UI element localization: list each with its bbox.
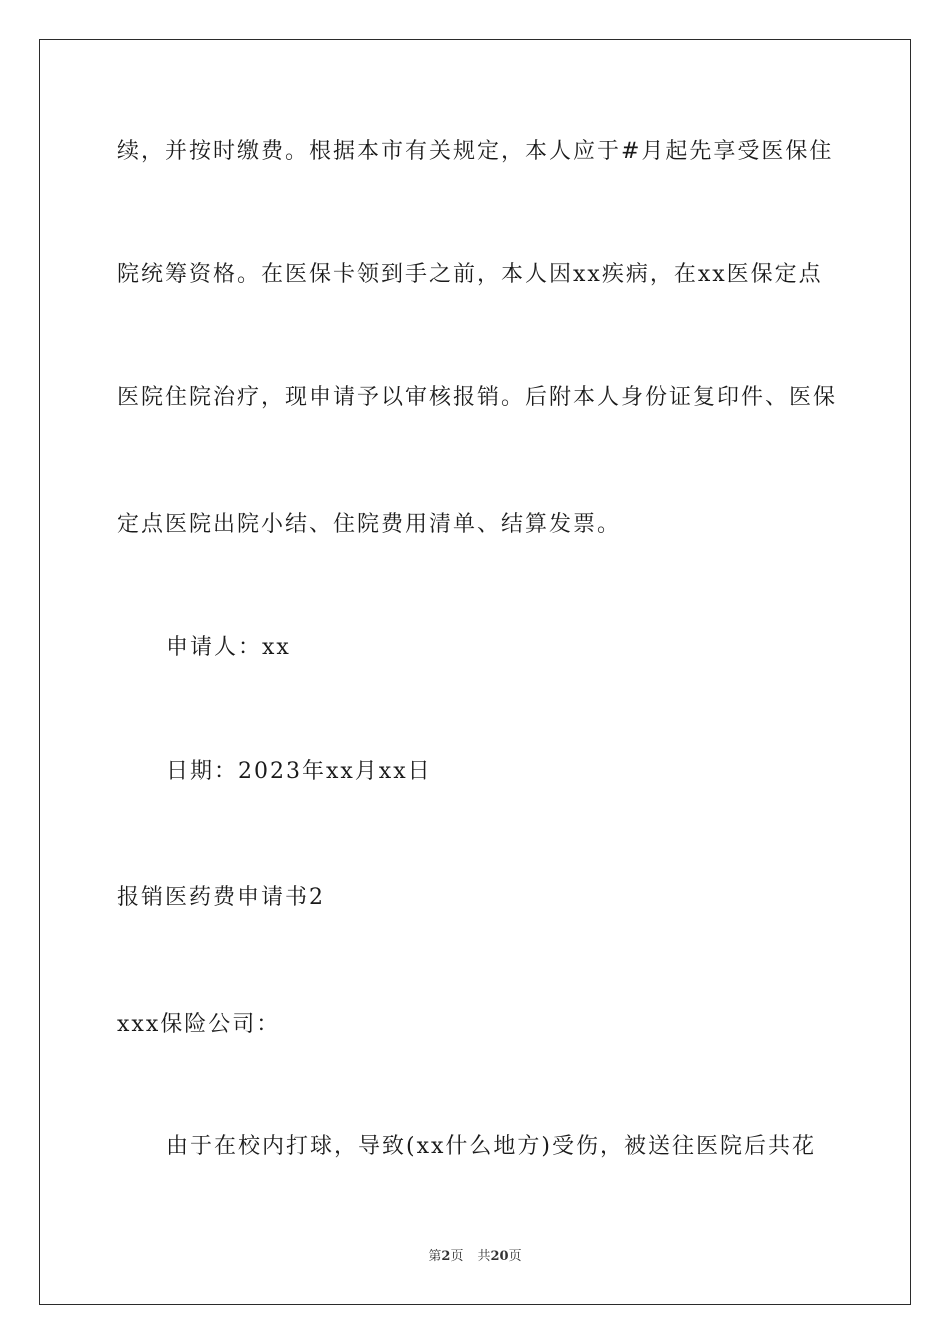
footer-total-prefix: 共 xyxy=(477,1249,491,1264)
paragraph-line: 续，并按时缴费。根据本市有关规定，本人应于#月起先享受医保住 xyxy=(117,139,834,164)
date-line: 日期：2023年xx月xx日 xyxy=(166,759,432,784)
page-footer xyxy=(0,1248,950,1266)
footer-page-prefix: 第 xyxy=(428,1249,442,1264)
body-line: 由于在校内打球，导致(xx什么地方)受伤，被送往医院后共花 xyxy=(166,1134,816,1159)
section-title: 报销医药费申请书2 xyxy=(117,885,325,910)
applicant-line: 申请人：xx xyxy=(166,635,291,660)
paragraph-line: 定点医院出院小结、住院费用清单、结算发票。 xyxy=(117,512,622,537)
paragraph-line: 院统筹资格。在医保卡领到手之前，本人因xx疾病，在xx医保定点 xyxy=(117,262,823,287)
footer-page-suffix: 页 xyxy=(450,1249,464,1264)
footer-total-pages: 20 xyxy=(490,1249,509,1264)
addressee-line: xxx保险公司： xyxy=(117,1012,281,1037)
paragraph-line: 医院住院治疗，现申请予以审核报销。后附本人身份证复印件、医保 xyxy=(117,385,838,410)
footer-total-suffix: 页 xyxy=(508,1249,522,1264)
page-border xyxy=(39,39,911,1305)
footer-current-page: 2 xyxy=(441,1249,451,1264)
